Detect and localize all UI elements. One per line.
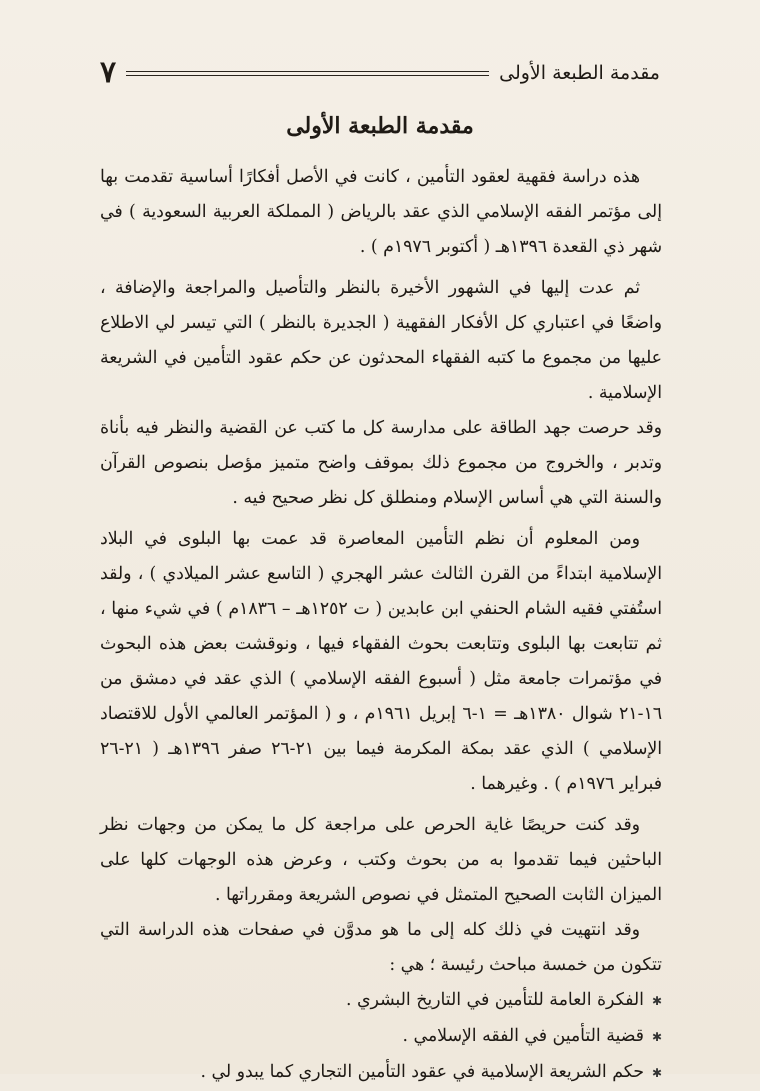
list-item <box>100 1019 662 1055</box>
list-item <box>100 1055 662 1091</box>
paragraph: ومن المعلوم أن نظم التأمين المعاصرة قد عمت بها البلوى في البلاد الإسلامية ابتداءً من القرن الثالث عشر الهجري ( التاسع عشر الميلادي ) ، ولقد استُفتي فقيه الشام الحنفي ابن عابدين ( ت ١٢٥٢هـ – ١٨٣٦م ) في شيء منها ، ثم تتابعت بها البلوى وتتابعت بحوث الفقهاء فيها ، ونوقشت بعض هذه البحوث في مؤتمرات جامعة مثل ( أسبوع الفقه الإسلامي ) الذي عقد في دمشق من ١٦-٢١ شوال ١٣٨٠هـ = ١-٦ إبريل ١٩٦١م ، و ( المؤتمر العالمي الأول للاقتصاد الإسلامي ) الذي عقد بمكة المكرمة فيما بين ٢١-٢٦ صفر ١٣٩٦هـ ( ٢١-٢٦ فبراير ١٩٧٦م ) . وغيرهما . <box>100 529 663 794</box>
paragraph: وقد انتهيت في ذلك كله إلى ما هو مدوَّن في صفحات هذه الدراسة التي تتكون من خمسة مباحث رئيسة ؛ هي : <box>100 920 662 975</box>
star-bullet-icon: ✱ <box>651 1066 662 1080</box>
body-text <box>100 160 662 1091</box>
chapter-title: مقدمة الطبعة الأولى <box>286 113 474 139</box>
list-item <box>100 983 662 1019</box>
running-title: مقدمة الطبعة الأولى <box>499 62 660 84</box>
paragraph: وقد حرصت جهد الطاقة على مدارسة كل ما كتب عن القضية والنظر فيه بأناة وتدبر ، والخروج من مجموع ذلك بموقف واضح متميز مؤصل بنصوص القرآن والسنة التي هي أساس الإسلام ومنطلق كل نظر صحيح فيه . <box>100 418 662 508</box>
star-bullet-icon: ✱ <box>651 994 662 1008</box>
list-item-text: حكم الشريعة الإسلامية في عقود التأمين التجاري كما يبدو لي . <box>200 1062 644 1082</box>
paragraph: وقد كنت حريصًا غاية الحرص على مراجعة كل ما يمكن من وجهات نظر الباحثين فيما تقدموا به من بحوث وكتب ، وعرض هذه الوجهات كلها على الميزان الثابت الصحيح المتمثل في نصوص الشريعة ومقرراتها . <box>100 815 662 905</box>
paragraph: ثم عدت إليها في الشهور الأخيرة بالنظر والتأصيل والمراجعة والإضافة ، واضعًا في اعتباري كل الأفكار الفقهية ( الجديرة بالنظر ) التي تيسر لي الاطلاع عليها من مجموع ما كتبه الفقهاء المحدثون عن حكم عقود التأمين في الشريعة الإسلامية . <box>100 278 662 403</box>
page-number: ٧ <box>100 55 117 90</box>
list-item-text: الفكرة العامة للتأمين في التاريخ البشري . <box>345 990 644 1010</box>
list-item-text: قضية التأمين في الفقه الإسلامي . <box>402 1026 644 1046</box>
star-bullet-icon: ✱ <box>651 1030 662 1044</box>
header-rule <box>126 68 489 79</box>
paragraph: هذه دراسة فقهية لعقود التأمين ، كانت في الأصل أفكارًا أساسية تقدمت بها إلى مؤتمر الفقه الإسلامي الذي عقد بالرياض ( المملكة العربية السعودية ) في شهر ذي القعدة ١٣٩٦هـ ( أكتوبر ١٩٧٦م ) . <box>100 167 662 257</box>
running-header <box>100 55 660 90</box>
bullet-list <box>100 983 662 1091</box>
